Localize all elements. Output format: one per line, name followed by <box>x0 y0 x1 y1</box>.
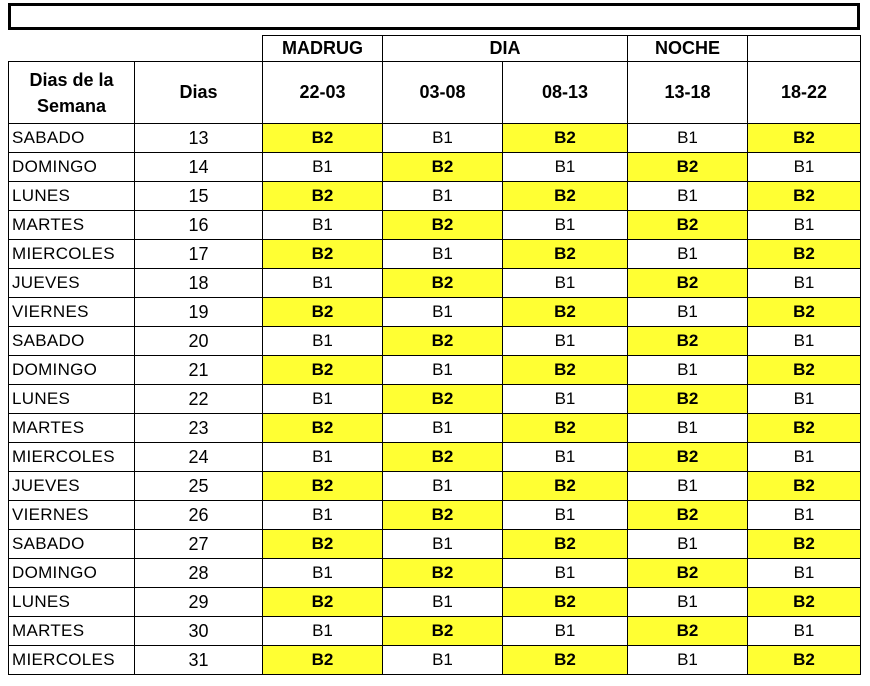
shift-cell: B2 <box>748 588 861 617</box>
shift-cell: B2 <box>383 211 503 240</box>
day-number-cell: 31 <box>135 646 263 675</box>
shift-cell: B2 <box>263 530 383 559</box>
shift-cell: B1 <box>748 269 861 298</box>
shift-cell: B1 <box>503 385 628 414</box>
shift-cell: B1 <box>748 327 861 356</box>
day-number-cell: 25 <box>135 472 263 501</box>
shift-cell: B2 <box>263 472 383 501</box>
table-row <box>9 240 861 269</box>
shift-cell: B1 <box>748 501 861 530</box>
day-name-cell: MARTES <box>9 414 135 443</box>
shift-cell: B2 <box>628 385 748 414</box>
shift-cell: B2 <box>628 269 748 298</box>
day-number-cell: 27 <box>135 530 263 559</box>
shift-cell: B1 <box>748 385 861 414</box>
shift-cell: B1 <box>263 617 383 646</box>
shift-cell: B1 <box>503 327 628 356</box>
shift-cell: B2 <box>628 211 748 240</box>
shift-cell: B1 <box>383 588 503 617</box>
day-number-cell: 14 <box>135 153 263 182</box>
day-number-cell: 19 <box>135 298 263 327</box>
shift-cell: B2 <box>628 617 748 646</box>
shift-cell: B1 <box>628 472 748 501</box>
shift-cell: B1 <box>383 240 503 269</box>
table-row <box>9 182 861 211</box>
shift-cell: B2 <box>383 559 503 588</box>
shift-cell: B1 <box>383 414 503 443</box>
day-number-cell: 13 <box>135 124 263 153</box>
shift-cell: B2 <box>503 182 628 211</box>
day-number-cell: 24 <box>135 443 263 472</box>
shift-cell: B1 <box>628 240 748 269</box>
shift-cell: B2 <box>383 153 503 182</box>
day-number-cell: 21 <box>135 356 263 385</box>
shift-cell: B1 <box>628 530 748 559</box>
header-slot: 08-13 <box>503 62 628 124</box>
table-row <box>9 617 861 646</box>
day-number-cell: 28 <box>135 559 263 588</box>
shift-cell: B2 <box>263 298 383 327</box>
shift-cell: B2 <box>503 472 628 501</box>
shift-cell: B2 <box>263 356 383 385</box>
shift-cell: B1 <box>628 356 748 385</box>
table-row <box>9 501 861 530</box>
shift-cell: B1 <box>263 501 383 530</box>
shift-cell: B1 <box>383 530 503 559</box>
shift-cell: B2 <box>383 501 503 530</box>
day-name-cell: DOMINGO <box>9 153 135 182</box>
shift-cell: B2 <box>263 240 383 269</box>
table-row <box>9 124 861 153</box>
shift-cell: B1 <box>263 327 383 356</box>
shift-cell: B2 <box>263 646 383 675</box>
shift-cell: B2 <box>628 327 748 356</box>
day-name-cell: LUNES <box>9 385 135 414</box>
table-row <box>9 588 861 617</box>
shift-cell: B2 <box>503 356 628 385</box>
table-row <box>9 269 861 298</box>
day-name-cell: MIERCOLES <box>9 443 135 472</box>
shift-cell: B2 <box>628 443 748 472</box>
day-name-cell: LUNES <box>9 182 135 211</box>
header-slot: 18-22 <box>748 62 861 124</box>
shift-cell: B2 <box>503 588 628 617</box>
shift-cell: B1 <box>383 182 503 211</box>
shift-cell: B1 <box>748 443 861 472</box>
shift-cell: B1 <box>748 211 861 240</box>
shift-cell: B2 <box>748 124 861 153</box>
shift-cell: B2 <box>748 182 861 211</box>
shift-cell: B1 <box>383 356 503 385</box>
day-name-cell: MIERCOLES <box>9 646 135 675</box>
shift-cell: B1 <box>263 153 383 182</box>
group-header-row <box>9 36 861 62</box>
shift-cell: B2 <box>383 617 503 646</box>
shift-cell: B1 <box>503 153 628 182</box>
table-row <box>9 472 861 501</box>
shift-cell: B1 <box>503 269 628 298</box>
shift-cell: B2 <box>383 327 503 356</box>
shift-cell: B1 <box>503 559 628 588</box>
day-name-cell: DOMINGO <box>9 559 135 588</box>
shift-cell: B2 <box>748 530 861 559</box>
shift-cell: B2 <box>383 443 503 472</box>
table-row <box>9 443 861 472</box>
table-row <box>9 530 861 559</box>
day-name-cell: SABADO <box>9 124 135 153</box>
shift-schedule-table <box>8 35 861 675</box>
shift-cell: B1 <box>628 414 748 443</box>
group-blank-cell <box>9 36 263 62</box>
table-row <box>9 211 861 240</box>
header-dias: Dias <box>135 62 263 124</box>
day-number-cell: 26 <box>135 501 263 530</box>
group-dia: DIA <box>383 36 628 62</box>
day-name-cell: MIERCOLES <box>9 240 135 269</box>
header-slot: 22-03 <box>263 62 383 124</box>
shift-cell: B1 <box>383 646 503 675</box>
day-name-cell: MARTES <box>9 617 135 646</box>
header-slot: 13-18 <box>628 62 748 124</box>
shift-cell: B2 <box>503 240 628 269</box>
shift-cell: B2 <box>503 530 628 559</box>
shift-cell: B2 <box>503 124 628 153</box>
shift-cell: B1 <box>263 269 383 298</box>
day-name-cell: LUNES <box>9 588 135 617</box>
day-number-cell: 23 <box>135 414 263 443</box>
day-name-cell: JUEVES <box>9 269 135 298</box>
group-noche: NOCHE <box>628 36 748 62</box>
shift-cell: B2 <box>748 414 861 443</box>
shift-cell: B2 <box>263 414 383 443</box>
title-box <box>8 3 860 30</box>
table-row <box>9 327 861 356</box>
table-row <box>9 298 861 327</box>
shift-cell: B2 <box>503 414 628 443</box>
shift-cell: B2 <box>263 182 383 211</box>
shift-cell: B1 <box>628 588 748 617</box>
day-number-cell: 17 <box>135 240 263 269</box>
day-name-cell: VIERNES <box>9 298 135 327</box>
shift-cell: B2 <box>628 559 748 588</box>
shift-cell: B2 <box>383 269 503 298</box>
table-row <box>9 356 861 385</box>
day-number-cell: 15 <box>135 182 263 211</box>
table-row <box>9 153 861 182</box>
table-row <box>9 646 861 675</box>
shift-cell: B1 <box>383 124 503 153</box>
shift-cell: B2 <box>263 588 383 617</box>
shift-cell: B1 <box>628 298 748 327</box>
day-name-cell: DOMINGO <box>9 356 135 385</box>
day-number-cell: 29 <box>135 588 263 617</box>
day-name-cell: SABADO <box>9 327 135 356</box>
day-name-cell: MARTES <box>9 211 135 240</box>
shift-cell: B2 <box>503 298 628 327</box>
column-header-row <box>9 62 861 124</box>
shift-cell: B1 <box>263 443 383 472</box>
header-slot: 03-08 <box>383 62 503 124</box>
shift-cell: B2 <box>383 385 503 414</box>
shift-cell: B1 <box>503 501 628 530</box>
shift-cell: B2 <box>628 501 748 530</box>
day-number-cell: 30 <box>135 617 263 646</box>
shift-cell: B1 <box>503 211 628 240</box>
shift-cell: B1 <box>263 211 383 240</box>
shift-cell: B1 <box>383 472 503 501</box>
shift-cell: B2 <box>503 646 628 675</box>
shift-cell: B1 <box>628 646 748 675</box>
table-row <box>9 385 861 414</box>
group-madrug: MADRUG <box>263 36 383 62</box>
day-number-cell: 20 <box>135 327 263 356</box>
day-number-cell: 18 <box>135 269 263 298</box>
day-number-cell: 16 <box>135 211 263 240</box>
table-row <box>9 559 861 588</box>
shift-cell: B1 <box>748 559 861 588</box>
shift-cell: B2 <box>748 646 861 675</box>
shift-cell: B1 <box>748 617 861 646</box>
group-empty-cell <box>748 36 861 62</box>
shift-cell: B2 <box>748 240 861 269</box>
shift-cell: B1 <box>628 124 748 153</box>
shift-cell: B1 <box>748 153 861 182</box>
shift-cell: B2 <box>748 472 861 501</box>
shift-cell: B1 <box>503 443 628 472</box>
shift-cell: B1 <box>628 182 748 211</box>
day-number-cell: 22 <box>135 385 263 414</box>
shift-cell: B2 <box>263 124 383 153</box>
header-dias-semana: Dias de la Semana <box>9 62 135 124</box>
shift-cell: B2 <box>748 298 861 327</box>
shift-cell: B1 <box>263 385 383 414</box>
shift-cell: B2 <box>628 153 748 182</box>
shift-cell: B2 <box>748 356 861 385</box>
day-name-cell: VIERNES <box>9 501 135 530</box>
table-row <box>9 414 861 443</box>
day-name-cell: SABADO <box>9 530 135 559</box>
shift-cell: B1 <box>383 298 503 327</box>
shift-cell: B1 <box>263 559 383 588</box>
day-name-cell: JUEVES <box>9 472 135 501</box>
shift-cell: B1 <box>503 617 628 646</box>
